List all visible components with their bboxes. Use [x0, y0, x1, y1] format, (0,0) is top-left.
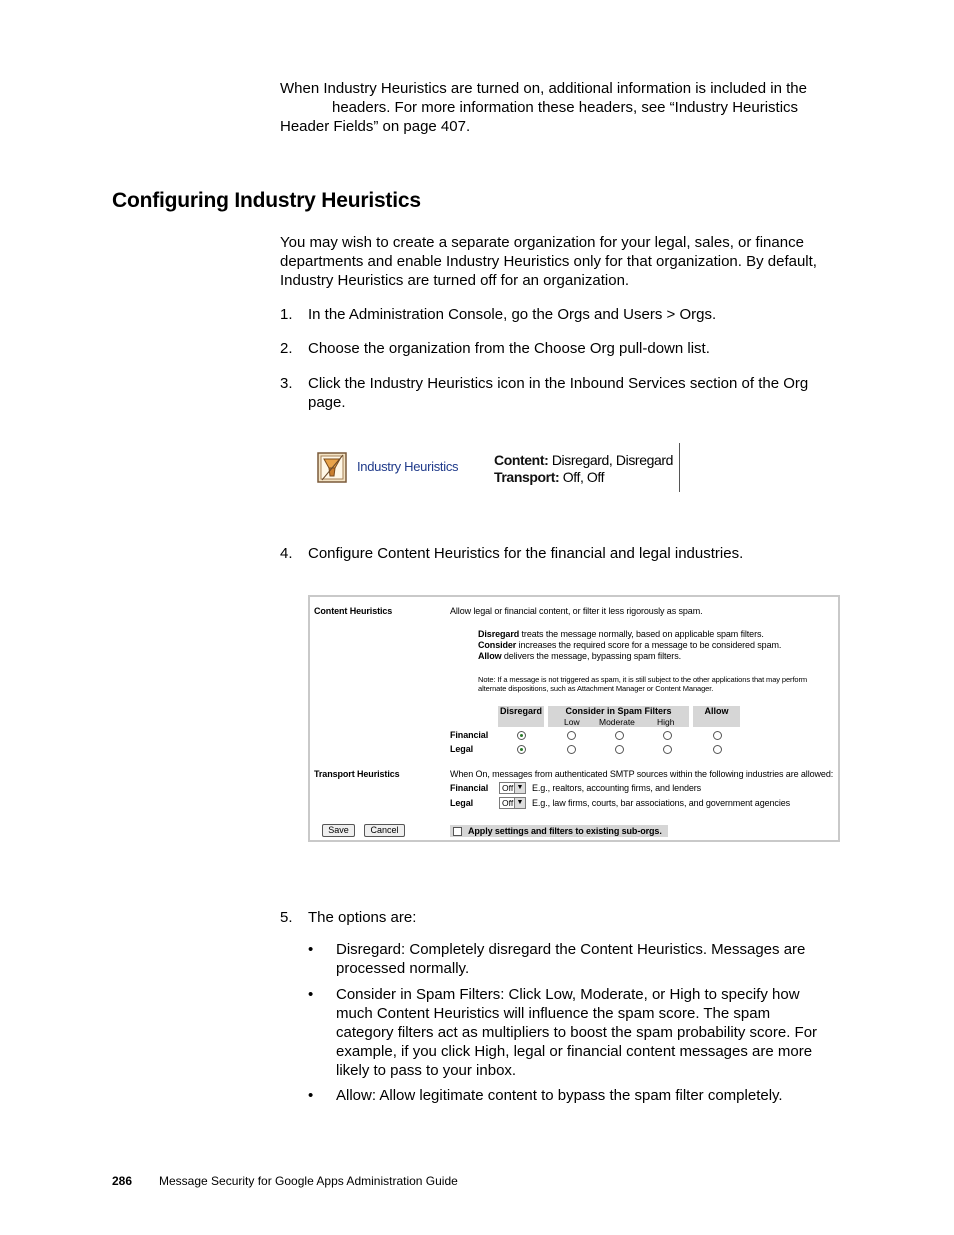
disregard-explanation	[478, 629, 764, 640]
chevron-down-icon: ▼	[514, 798, 525, 808]
select-value: Off	[502, 798, 514, 808]
cancel-button[interactable]: Cancel	[364, 824, 405, 837]
intro-paragraph	[280, 79, 850, 136]
bullet-text	[336, 940, 848, 978]
subcolumn-low: Low	[564, 717, 580, 727]
legal-low-radio[interactable]	[567, 745, 576, 754]
step-text: In the Administration Console, go the Orgs and Users > Orgs.	[308, 306, 717, 323]
bullet-text: Allow: Allow legitimate content to bypass the spam filter completely.	[336, 1087, 783, 1104]
section-para-line-2: departments and enable Industry Heuristics only for that organization. By default,	[280, 253, 817, 270]
row-legal-label: Legal	[450, 744, 474, 754]
column-consider	[548, 706, 689, 727]
step-3-line-1: Click the Industry Heuristics icon in the Inbound Services section of the Org	[308, 375, 809, 392]
allow-desc: delivers the message, bypassing spam filters.	[503, 651, 681, 661]
divider	[679, 443, 680, 492]
section-paragraph	[280, 233, 850, 290]
financial-allow-radio[interactable]	[713, 731, 722, 740]
consider-term: Consider	[478, 640, 517, 650]
ih-transport-label: Transport:	[494, 469, 560, 485]
consider-explanation	[478, 640, 781, 651]
intro-line-2: headers. For more information these headers, see “Industry Heuristics	[332, 99, 799, 116]
step-number: 5.	[280, 909, 293, 926]
step-number: 4.	[280, 545, 293, 562]
step-4	[280, 544, 850, 564]
intro-line-1: When Industry Heuristics are turned on, additional information is included in the	[280, 80, 807, 97]
bullet-text	[336, 985, 848, 1080]
allow-explanation	[478, 651, 681, 662]
step-number: 2.	[280, 340, 293, 357]
bullet-line: category filters act as multipliers to boost the spam probability score. For	[336, 1024, 818, 1041]
apply-sub-orgs-option[interactable]	[450, 825, 668, 837]
note-line-1: Note: If a message is not triggered as spam, it is still subject to the other applications that may perform	[478, 675, 808, 684]
section-para-line-1: You may wish to create a separate organization for your legal, sales, or finance	[280, 234, 804, 251]
transport-heuristics-heading: Transport Heuristics	[314, 769, 400, 779]
apply-sub-orgs-checkbox[interactable]	[453, 827, 462, 836]
financial-low-radio[interactable]	[567, 731, 576, 740]
apply-sub-orgs-label: Apply settings and filters to existing sub-orgs.	[468, 826, 662, 836]
legal-allow-radio[interactable]	[713, 745, 722, 754]
industry-heuristics-link[interactable]: Industry Heuristics	[357, 459, 459, 474]
transport-financial-example: E.g., realtors, accounting firms, and lenders	[532, 783, 702, 793]
step-text: Choose the organization from the Choose Org pull-down list.	[308, 340, 710, 357]
bullet-line: Disregard: Completely disregard the Content Heuristics. Messages are	[336, 941, 806, 958]
bullet-line: likely to pass to your inbox.	[336, 1062, 517, 1079]
transport-legal-example: E.g., law firms, courts, bar associations, and government agencies	[532, 798, 791, 808]
footer-doc-title: Message Security for Google Apps Administration Guide	[159, 1174, 458, 1188]
bullet-marker: •	[308, 941, 314, 958]
bullet-line: much Content Heuristics will influence the spam score. The spam	[336, 1005, 771, 1022]
column-disregard: Disregard	[498, 706, 544, 727]
bullet-allow	[308, 1086, 848, 1106]
ih-transport-value: Off, Off	[562, 469, 605, 485]
financial-moderate-radio[interactable]	[615, 731, 624, 740]
page-number: 286	[112, 1174, 133, 1188]
bullet-consider	[308, 985, 848, 1081]
step-3	[280, 374, 850, 414]
column-allow: Allow	[693, 706, 740, 727]
step-text: The options are:	[308, 909, 417, 926]
content-heuristics-desc: Allow legal or financial content, or filter it less rigorously as spam.	[450, 606, 703, 616]
financial-disregard-radio[interactable]	[517, 731, 526, 740]
ih-content-label: Content:	[494, 452, 549, 468]
select-value: Off	[502, 783, 514, 793]
ih-summary	[494, 452, 673, 486]
transport-financial-select[interactable]	[499, 782, 526, 794]
legal-moderate-radio[interactable]	[615, 745, 624, 754]
transport-financial-label: Financial	[450, 783, 489, 793]
financial-high-radio[interactable]	[663, 731, 672, 740]
industry-heuristics-icon[interactable]	[316, 450, 348, 484]
transport-legal-select[interactable]	[499, 797, 526, 809]
subcolumn-high: High	[657, 717, 675, 727]
legal-high-radio[interactable]	[663, 745, 672, 754]
row-financial-label: Financial	[450, 730, 489, 740]
bullet-marker: •	[308, 1087, 314, 1104]
step-2	[280, 339, 850, 359]
content-heuristics-panel	[308, 595, 840, 842]
step-5	[280, 908, 850, 928]
legal-disregard-radio[interactable]	[517, 745, 526, 754]
ih-content-value: Disregard, Disregard	[551, 452, 674, 468]
bullet-line: processed normally.	[336, 960, 470, 977]
transport-legal-label: Legal	[450, 798, 474, 808]
step-text	[308, 374, 844, 412]
subcolumn-moderate: Moderate	[599, 717, 635, 727]
step-1	[280, 305, 850, 325]
bullet-marker: •	[308, 986, 314, 1003]
step-text: Configure Content Heuristics for the financial and legal industries.	[308, 545, 744, 562]
note-line-2: alternate dispositions, such as Attachment Manager or Content Manager.	[478, 684, 714, 693]
section-para-line-3: Industry Heuristics are turned off for an organization.	[280, 272, 630, 289]
intro-line-3: Header Fields” on page 407.	[280, 118, 471, 135]
content-heuristics-heading: Content Heuristics	[314, 606, 393, 616]
allow-term: Allow	[478, 651, 502, 661]
bullet-line: example, if you click High, legal or financial content messages are more	[336, 1043, 813, 1060]
column-consider-label: Consider in Spam Filters	[565, 706, 672, 716]
step-number: 3.	[280, 375, 293, 392]
bullet-disregard	[308, 940, 848, 980]
step-3-line-2: page.	[308, 394, 346, 411]
industry-heuristics-screenshot	[312, 441, 684, 493]
consider-desc: increases the required score for a message to be considered spam.	[518, 640, 782, 650]
bullet-line: Consider in Spam Filters: Click Low, Moderate, or High to specify how	[336, 986, 800, 1003]
step-number: 1.	[280, 306, 293, 323]
disregard-desc: treats the message normally, based on applicable spam filters.	[521, 629, 764, 639]
page-footer	[112, 1174, 712, 1188]
transport-heuristics-desc: When On, messages from authenticated SMTP sources within the following industries are allowed:	[450, 769, 834, 779]
section-title: Configuring Industry Heuristics	[112, 189, 421, 212]
save-button[interactable]: Save	[322, 824, 355, 837]
disregard-term: Disregard	[478, 629, 520, 639]
chevron-down-icon: ▼	[514, 783, 525, 793]
